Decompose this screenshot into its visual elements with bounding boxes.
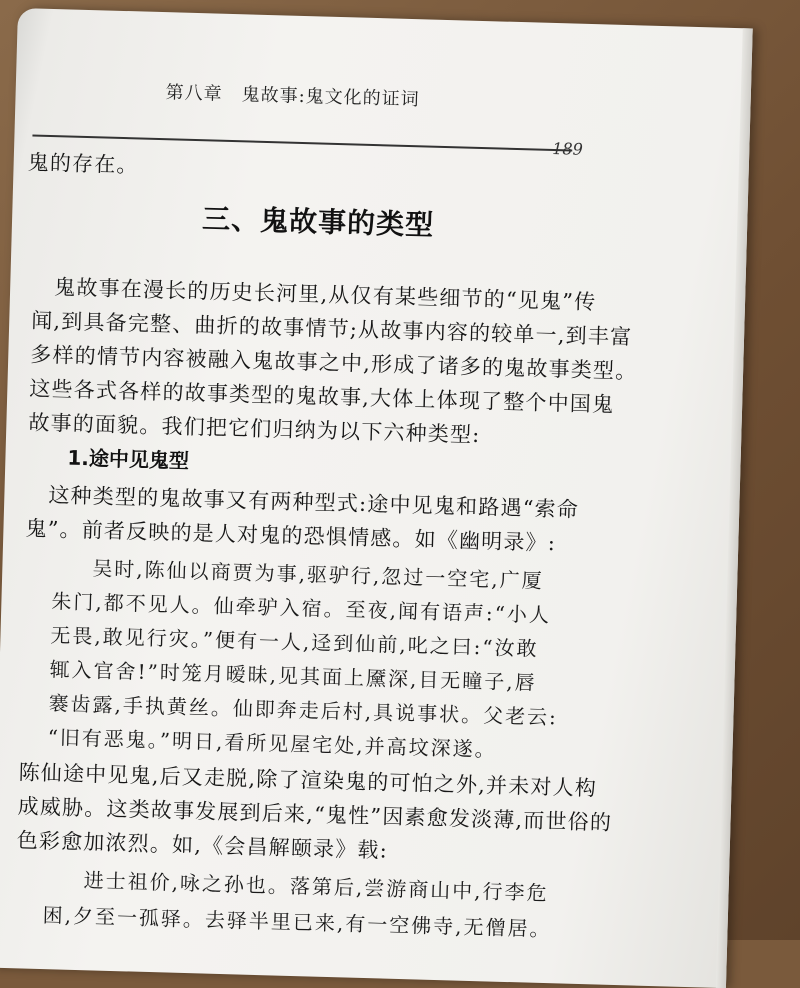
quote-line: 吴时,陈仙以商贾为事,驱驴行,忽过一空宅,广厦 bbox=[92, 556, 544, 593]
opening-line: 鬼的存在。 bbox=[27, 150, 139, 178]
intro-line: 鬼故事在漫长的历史长河里,从仅有某些细节的“见鬼”传 bbox=[53, 275, 597, 315]
book-page bbox=[0, 8, 753, 988]
quote-line: 进士祖价,咏之孙也。落第后,尝游商山中,行李危 bbox=[83, 868, 549, 906]
after-line: 成威胁。这类故事发展到后来,“鬼性”因素愈发淡薄,而世俗的 bbox=[17, 794, 613, 835]
after-line: 色彩愈加浓烈。如,《会昌解颐录》载: bbox=[16, 828, 389, 863]
page-number: 189 bbox=[552, 138, 584, 159]
intro-line: 多样的情节内容被融入鬼故事之中,形成了诸多的鬼故事类型。 bbox=[29, 342, 638, 384]
after-line: 陈仙途中见鬼,后又走脱,除了渲染鬼的可怕之外,并未对人构 bbox=[18, 760, 598, 801]
sub-line: 这种类型的鬼故事又有两种型式:途中见鬼和路遇“索命 bbox=[48, 483, 580, 522]
quote-line: 褰齿露,手执黄丝。仙即奔走后村,具说事状。父老云: bbox=[48, 691, 559, 730]
section-title: 三、鬼故事的类型 bbox=[201, 202, 435, 242]
intro-line: 故事的面貌。我们把它们归纳为以下六种类型: bbox=[28, 410, 481, 448]
quote-line: “旧有恶鬼。”明日,看所见屋宅处,并高坟深遂。 bbox=[47, 725, 497, 762]
intro-line: 这些各式各样的故事类型的鬼故事,大体上体现了整个中国鬼 bbox=[29, 376, 615, 417]
quote-line: 无畏,敢见行灾。”便有一人,迳到仙前,叱之曰:“汝敢 bbox=[50, 623, 539, 661]
quote-line: 辄入官舍!”时笼月暧昧,见其面上黡深,目无瞳子,唇 bbox=[49, 657, 538, 695]
quote-line: 朱门,都不见人。仙牵驴入宿。至夜,闻有语声:“小人 bbox=[51, 589, 552, 628]
running-header: 第八章 鬼故事:鬼文化的证词 bbox=[165, 82, 420, 111]
quote-line: 困,夕至一孤驿。去驿半里已来,有一空佛寺,无僧居。 bbox=[42, 903, 552, 942]
intro-line: 闻,到具备完整、曲折的故事情节;从故事内容的较单一,到丰富 bbox=[30, 308, 633, 350]
subsection-title: 1.途中见鬼型 bbox=[67, 445, 190, 473]
sub-line: 鬼”。前者反映的是人对鬼的恐惧情感。如《幽明录》: bbox=[25, 516, 557, 556]
